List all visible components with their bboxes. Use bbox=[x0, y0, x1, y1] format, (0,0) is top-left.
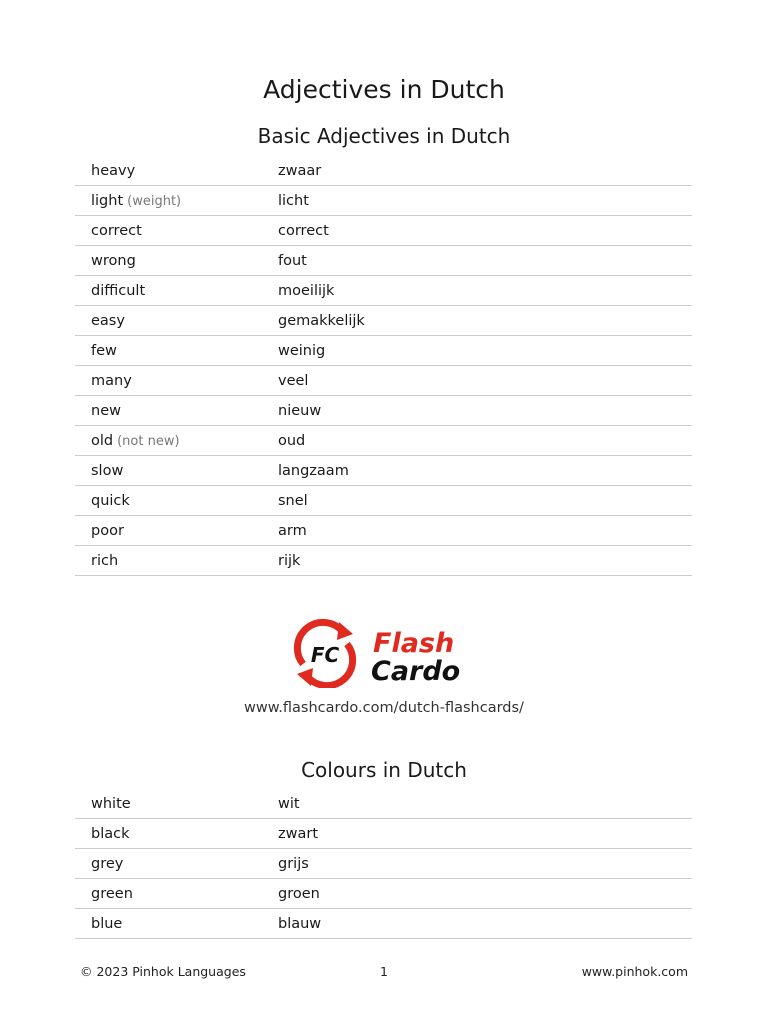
table-row bbox=[75, 216, 692, 246]
english-word-text: correct bbox=[91, 222, 142, 239]
english-word bbox=[75, 313, 278, 329]
english-word bbox=[75, 553, 278, 569]
english-word-text: old bbox=[91, 432, 114, 449]
table-row bbox=[75, 336, 692, 366]
table-row bbox=[75, 426, 692, 456]
dutch-word: langzaam bbox=[278, 462, 349, 479]
english-word-text: black bbox=[91, 825, 130, 842]
english-word bbox=[75, 433, 278, 449]
flashcardo-logo[interactable] bbox=[289, 618, 479, 688]
vocab-table-basic-adjectives bbox=[75, 156, 692, 576]
english-word-text: wrong bbox=[91, 252, 136, 269]
dutch-word: blauw bbox=[278, 915, 322, 932]
english-word-text: blue bbox=[91, 915, 123, 932]
english-word bbox=[75, 193, 278, 209]
table-row bbox=[75, 246, 692, 276]
table-row bbox=[75, 276, 692, 306]
english-word bbox=[75, 523, 278, 539]
english-word bbox=[75, 253, 278, 269]
dutch-word: wit bbox=[278, 795, 300, 812]
english-word-text: quick bbox=[91, 492, 130, 509]
english-word-text: many bbox=[91, 372, 132, 389]
english-word bbox=[75, 796, 278, 812]
dutch-word: veel bbox=[278, 372, 309, 389]
table-row bbox=[75, 186, 692, 216]
dutch-word: licht bbox=[278, 192, 309, 209]
table-row bbox=[75, 789, 692, 819]
table-row bbox=[75, 879, 692, 909]
dutch-word: moeilijk bbox=[278, 282, 335, 299]
english-word-text: poor bbox=[91, 522, 124, 539]
logo-mark: FC bbox=[310, 643, 340, 667]
english-word bbox=[75, 403, 278, 419]
english-word bbox=[75, 463, 278, 479]
english-word bbox=[75, 373, 278, 389]
table-row bbox=[75, 156, 692, 186]
english-word bbox=[75, 223, 278, 239]
english-word bbox=[75, 493, 278, 509]
english-word-text: white bbox=[91, 795, 131, 812]
english-word-text: grey bbox=[91, 855, 124, 872]
table-row bbox=[75, 909, 692, 939]
footer-copyright: © 2023 Pinhok Languages bbox=[80, 964, 246, 979]
english-word-text: light bbox=[91, 192, 124, 209]
english-word bbox=[75, 163, 278, 179]
dutch-word: snel bbox=[278, 492, 308, 509]
page-footer bbox=[80, 964, 688, 982]
dutch-word: zwart bbox=[278, 825, 319, 842]
logo-word-flash: Flash bbox=[373, 628, 455, 659]
english-word-text: slow bbox=[91, 462, 124, 479]
dutch-word: arm bbox=[278, 522, 307, 539]
table-row bbox=[75, 849, 692, 879]
english-word-text: difficult bbox=[91, 282, 146, 299]
english-word-text: heavy bbox=[91, 162, 136, 179]
footer-site-link[interactable]: www.pinhok.com bbox=[581, 964, 688, 979]
dutch-word: zwaar bbox=[278, 162, 322, 179]
dutch-word: fout bbox=[278, 252, 307, 269]
table-row bbox=[75, 396, 692, 426]
section-title-colours: Colours in Dutch bbox=[301, 758, 467, 782]
dutch-word: oud bbox=[278, 432, 306, 449]
table-row bbox=[75, 486, 692, 516]
dutch-word: grijs bbox=[278, 855, 309, 872]
logo-word-cardo: Cardo bbox=[371, 656, 461, 687]
english-word bbox=[75, 886, 278, 902]
table-row bbox=[75, 516, 692, 546]
english-word bbox=[75, 856, 278, 872]
table-row bbox=[75, 366, 692, 396]
table-row bbox=[75, 306, 692, 336]
dutch-word: rijk bbox=[278, 552, 301, 569]
dutch-word: correct bbox=[278, 222, 329, 239]
english-word bbox=[75, 826, 278, 842]
english-word-text: green bbox=[91, 885, 133, 902]
english-word-text: few bbox=[91, 342, 117, 359]
usage-note: (weight) bbox=[127, 193, 182, 209]
vocab-table-colours bbox=[75, 789, 692, 939]
dutch-word: groen bbox=[278, 885, 320, 902]
dutch-word: gemakkelijk bbox=[278, 312, 365, 329]
dutch-word: weinig bbox=[278, 342, 326, 359]
footer-page-number: 1 bbox=[380, 964, 388, 979]
english-word-text: rich bbox=[91, 552, 119, 569]
table-row bbox=[75, 819, 692, 849]
flashcardo-link[interactable]: www.flashcardo.com/dutch-flashcards/ bbox=[244, 700, 524, 716]
table-row bbox=[75, 456, 692, 486]
usage-note: (not new) bbox=[117, 433, 180, 449]
english-word bbox=[75, 916, 278, 932]
table-row bbox=[75, 546, 692, 576]
flashcardo-circular-arrows-icon bbox=[297, 622, 353, 686]
page-title: Adjectives in Dutch bbox=[263, 75, 505, 104]
dutch-word: nieuw bbox=[278, 402, 322, 419]
section-title-basic-adjectives: Basic Adjectives in Dutch bbox=[257, 124, 511, 148]
english-word-text: new bbox=[91, 402, 121, 419]
english-word bbox=[75, 283, 278, 299]
english-word bbox=[75, 343, 278, 359]
english-word-text: easy bbox=[91, 312, 125, 329]
